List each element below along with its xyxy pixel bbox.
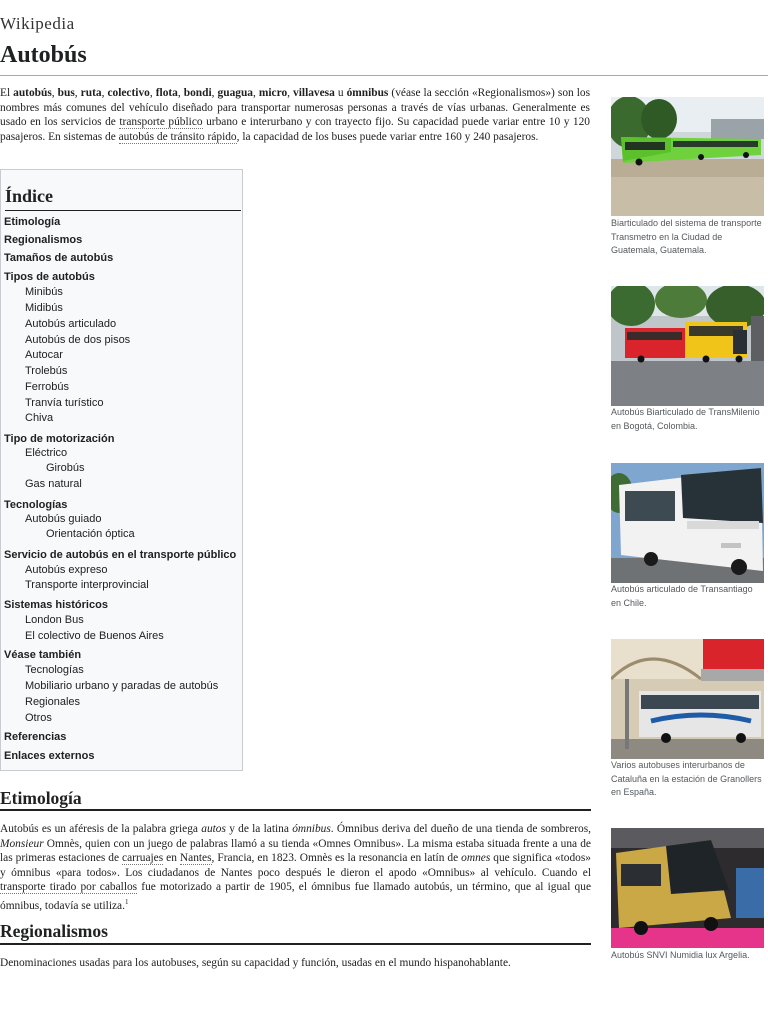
- toc-item[interactable]: Tecnologías: [25, 664, 84, 676]
- reference-1[interactable]: 1: [124, 897, 129, 906]
- bus-body: [616, 840, 731, 935]
- toc-item[interactable]: Autobús de dos pisos: [25, 334, 131, 346]
- link-carruajes[interactable]: carruajes: [122, 852, 164, 865]
- toc-item[interactable]: Regionales: [25, 696, 81, 708]
- toc-item[interactable]: Midibús: [25, 302, 63, 314]
- toc-item[interactable]: Tamaños de autobús: [4, 252, 114, 264]
- toc-item[interactable]: Tipo de motorización: [4, 433, 115, 445]
- table-of-contents: [0, 169, 243, 771]
- toc-divider: [5, 210, 241, 211]
- toc-item[interactable]: Tranvía turístico: [25, 397, 104, 409]
- toc-item[interactable]: Mobiliario urbano y paradas de autobús: [25, 680, 219, 692]
- wikipedia-logo[interactable]: Wikipedia: [0, 14, 75, 33]
- toc-item[interactable]: Servicio de autobús en el transporte público: [4, 549, 237, 561]
- toc-item[interactable]: Autobús articulado: [25, 318, 117, 330]
- toc-item[interactable]: Autobús guiado: [25, 513, 102, 525]
- toc-item[interactable]: Transporte interprovincial: [25, 579, 149, 591]
- link-transporte-tirado-por-caballos[interactable]: transporte tirado por caballos: [0, 881, 138, 894]
- toc-item[interactable]: Otros: [25, 712, 52, 724]
- toc-item[interactable]: Tipos de autobús: [4, 271, 95, 283]
- toc-item[interactable]: Gas natural: [25, 478, 82, 490]
- etimologia-paragraph: Autobús es un aféresis de la palabra griega autos y de la latina ómnibus. Ómnibus deriva del dueño de una tienda de sombreros, Monsieur Omnès, quien con un juego de palabras llamó a su tienda «Omnes Omnibus». La misma estaba situada frente a una de las primeras estaciones de carruajes en Nantes, Francia, en 1823. Omnès es la resonancia en latín de omnes que significa «todos» y ómnibus «para todos». Los ciudadanos de Nantes poco después le dieron el apodo «Omnibus» al vehículo. Cuando el transporte tirado por caballos fue motorizado a partir de 1905, el ómnibus fue llamado autobús, un término, que al igual que ómnibus, todavía se utiliza.$^1$: [0, 823, 591, 912]
- toc-item[interactable]: Referencias: [4, 731, 67, 743]
- toc-item[interactable]: Chiva: [25, 412, 54, 424]
- section-divider: [0, 943, 591, 945]
- intro-paragraph: El autobús, bus, ruta, colectivo, flota, bondi, guagua, micro, villavesa u ómnibus (véase la sección «Regionalismos») son los nombres más comunes del vehículo diseñado para transportar numerosas personas a través de vías urbanas. Generalmente es usado en los servicios de transporte público urbano e interurbano y con trayecto fijo. Su capacidad puede variar entre 10 y 120 pasajeros. En sistemas de autobús de tránsito rápido, la capacidad de los buses puede variar entre 160 y 240 pasajeros.: [0, 87, 591, 143]
- toc-item[interactable]: Véase también: [4, 649, 82, 661]
- toc-item[interactable]: Ferrobús: [25, 381, 70, 393]
- toc-item[interactable]: Orientación óptica: [46, 528, 135, 540]
- toc-item[interactable]: Autocar: [25, 349, 63, 361]
- toc-item[interactable]: London Bus: [25, 614, 84, 626]
- figure-caption: Autobús Biarticulado de TransMilenio en Bogotá, Colombia.: [611, 407, 760, 431]
- page-title: Autobús: [0, 42, 87, 68]
- figure-image-transantiago[interactable]: [611, 463, 764, 583]
- toc-item[interactable]: Trolebús: [25, 365, 68, 377]
- link-transporte-publico[interactable]: transporte público: [119, 116, 203, 129]
- bus-body: [625, 322, 747, 363]
- figure-image-granollers[interactable]: [611, 639, 764, 759]
- section-divider: [0, 809, 591, 811]
- section-title-etimologia: Etimología: [0, 788, 82, 808]
- toc-title: Índice: [5, 186, 54, 206]
- section-title-regionalismos: Regionalismos: [0, 921, 108, 941]
- toc-item[interactable]: El colectivo de Buenos Aires: [25, 630, 164, 642]
- toc-item[interactable]: Enlaces externos: [4, 750, 95, 762]
- toc-item[interactable]: Girobús: [46, 462, 85, 474]
- regionalismos-paragraph: Denominaciones usadas para los autobuses, según su capacidad y función, usadas en el mundo hispanohablante.: [0, 957, 511, 969]
- link-autobus-transito-rapido[interactable]: autobús de tránsito rápido: [118, 130, 237, 143]
- bus-body: [639, 691, 761, 743]
- figure-caption: Biarticulado del sistema de transporte Transmetro en la Ciudad de Guatemala, Guatemala.: [611, 218, 762, 255]
- figure-image-transmilenio[interactable]: [611, 286, 764, 406]
- toc-item[interactable]: Regionalismos: [4, 234, 83, 246]
- toc-item[interactable]: Minibús: [25, 286, 63, 298]
- toc-item[interactable]: Autobús expreso: [25, 564, 108, 576]
- figure-image-snvi-numidia[interactable]: [611, 828, 764, 948]
- toc-item[interactable]: Eléctrico: [25, 447, 68, 459]
- toc-item[interactable]: Sistemas históricos: [4, 599, 108, 611]
- figure-caption: Autobús articulado de Transantiago en Chile.: [611, 584, 753, 608]
- figure-caption: Varios autobuses interurbanos de Cataluña en la estación de Granollers en España.: [611, 760, 762, 797]
- toc-item[interactable]: Tecnologías: [4, 499, 68, 511]
- figure-caption: Autobús SNVI Numidia lux Argelia.: [611, 950, 750, 960]
- toc-item[interactable]: Etimología: [4, 216, 61, 228]
- link-nantes[interactable]: Nantes: [179, 852, 212, 865]
- title-divider: [0, 75, 768, 76]
- figure-image-transmetro[interactable]: [611, 97, 764, 216]
